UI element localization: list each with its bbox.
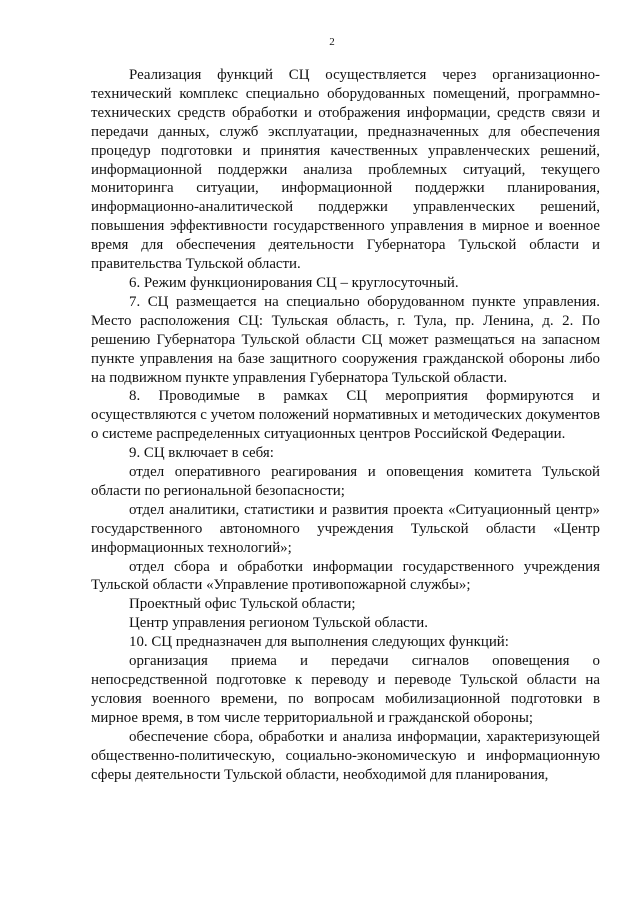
list-item: организация приема и передачи сигналов оповещения о непосредственной подготовке к переводу и переводе Тульской области на условия военного времени, по вопросам мобилизационной подготовки в мирное время, в том числе территориальной и гражданской обороны; <box>91 653 600 726</box>
list-item: отдел сбора и обработки информации государственного учреждения Тульской области «Управление противопожарной службы»; <box>91 558 600 594</box>
list-item: Проектный офис Тульской области; <box>129 596 356 613</box>
paragraph-item-6: 6. Режим функционирования СЦ – круглосуточный. <box>129 274 459 291</box>
list-item: отдел оперативного реагирования и оповещения комитета Тульской области по региональной безопасности; <box>91 464 600 499</box>
paragraph-item-7: 7. СЦ размещается на специально оборудованном пункте управления. Место расположения СЦ: Тульская область, г. Тула, пр. Ленина, д. 2. По решению Губернатора Тульской области СЦ может размещаться на запасном пункте управления на базе защитного сооружения гражданской обороны либо на подвижном пункте управления Губернатора Тульской области. <box>91 293 600 386</box>
page-number: 2 <box>329 36 335 48</box>
list-item: отдел аналитики, статистики и развития проекта «Ситуационный центр» государственного автономного учреждения Тульской области «Центр информационных технологий»; <box>91 501 600 556</box>
document-body <box>91 66 600 784</box>
list-item: Центр управления регионом Тульской области. <box>129 615 428 632</box>
paragraph-item-10: 10. СЦ предназначен для выполнения следующих функций: <box>129 634 509 651</box>
paragraph-intro: Реализация функций СЦ осуществляется через организационно-технический комплекс специально оборудованных помещений, программно-технических средств обработки и отображения информации, средств связи и передачи данных, служб эксплуатации, предназначенных для обеспечения процедур подготовки и принятия качественных управленческих решений, информационной поддержки анализа проблемных ситуаций, текущего мониторинга ситуации, информационной поддержки планирования, информационно-аналитической поддержки управленческих решений, повышения эффективности государственного управления в мирное и военное время для обеспечения деятельности Губернатора Тульской области и правительства Тульской области. <box>91 67 600 273</box>
paragraph-item-9: 9. СЦ включает в себя: <box>129 445 274 462</box>
paragraph-item-8: 8. Проводимые в рамках СЦ мероприятия формируются и осуществляются с учетом положений нормативных и методических документов о системе распределенных ситуационных центров Российской Федерации. <box>91 388 600 443</box>
list-item: обеспечение сбора, обработки и анализа информации, характеризующей общественно-политическую, социально-экономическую и информационную сферы деятельности Тульской области, необходимой для планирования, <box>91 728 600 783</box>
